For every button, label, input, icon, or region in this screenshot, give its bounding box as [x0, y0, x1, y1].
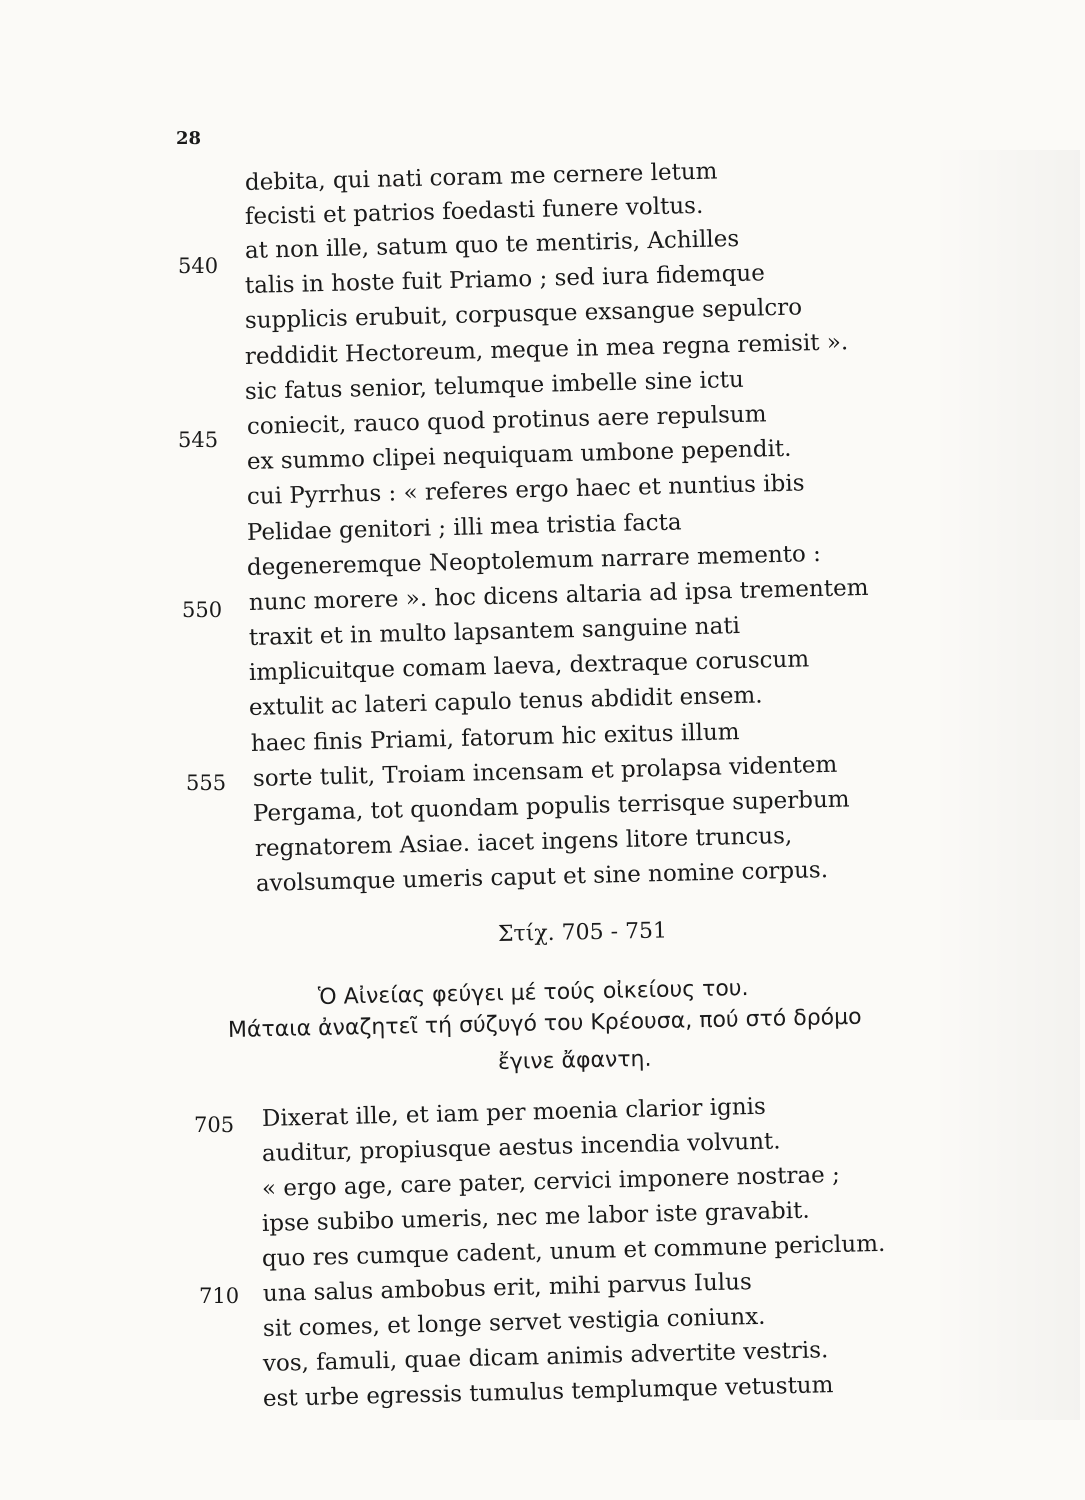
greek-heading-line: Μάταια ἀναζητεῖ τή σύζυγό του Κρέουσα, πού στό δρόμο: [227, 1004, 862, 1043]
verse-line: auditur, propiusque aestus incendia volvunt.: [261, 1128, 781, 1167]
greek-verse-reference: Στίχ. 705 - 751: [497, 918, 668, 947]
verse-line: implicuitque comam laeva, dextraque coruscum: [248, 646, 810, 686]
verse-line: at non ille, satum quo te mentiris, Achilles: [244, 225, 740, 264]
verse-line: coniecit, rauco quod protinus aere repulsum: [246, 401, 767, 440]
line-number: 540: [178, 254, 219, 278]
greek-heading-line: ἔγινε ἄφαντη.: [497, 1046, 652, 1075]
verse-line: fecisti et patrios foedasti funere voltus.: [244, 192, 704, 230]
verse-line: reddidit Hectoreum, meque in mea regna remisit ».: [244, 329, 849, 370]
line-number: 555: [186, 771, 227, 795]
line-number: 550: [182, 598, 223, 622]
page-number: 28: [176, 128, 202, 149]
verse-line: degeneremque Neoptolemum narrare memento :: [246, 540, 822, 581]
verse-line: sit comes, et longe servet vestigia coniunx.: [262, 1303, 766, 1342]
verse-line: Pelidae genitori ; illi mea tristia facta: [246, 509, 682, 546]
verse-line: ipse subibo umeris, nec me labor iste gravabit.: [261, 1197, 810, 1237]
verse-line: vos, famuli, quae dicam animis advertite vestris.: [262, 1337, 829, 1377]
verse-line: Dixerat ille, et iam per moenia clarior ignis: [261, 1093, 767, 1132]
line-number: 545: [178, 428, 219, 452]
line-number: 710: [199, 1284, 240, 1308]
verse-line: debita, qui nati coram me cernere letum: [244, 158, 718, 196]
verse-line: sic fatus senior, telumque imbelle sine ictu: [244, 366, 745, 405]
verse-line: sorte tulit, Troiam incensam et prolapsa videntem: [252, 751, 838, 792]
verse-line: una salus ambobus erit, mihi parvus Iulus: [262, 1269, 753, 1307]
verse-line: quo res cumque cadent, unum et commune periclum.: [261, 1230, 886, 1272]
verse-line: cui Pyrrhus : « referes ergo haec et nuntius ibis: [246, 470, 805, 510]
verse-line: « ergo age, care pater, cervici imponere nostrae ;: [261, 1161, 841, 1202]
verse-line: supplicis erubuit, corpusque exsangue sepulcro: [244, 294, 803, 334]
verse-line: est urbe egressis tumulus templumque vetustum: [262, 1372, 834, 1412]
line-number: 705: [194, 1113, 235, 1137]
verse-line: haec finis Priami, fatorum hic exitus illum: [250, 719, 740, 757]
verse-line: Pergama, tot quondam populis terrisque superbum: [252, 786, 850, 827]
verse-line: traxit et in multo lapsantem sanguine nati: [248, 613, 741, 651]
verse-line: ex summo clipei nequiquam umbone pependit.: [246, 435, 792, 475]
greek-heading-line: Ὁ Αἰνείας φεύγει μέ τούς οἰκείους του.: [317, 975, 749, 1010]
verse-line: talis in hoste fuit Priamo ; sed iura fidemque: [244, 260, 766, 299]
verse-line: nunc morere ». hoc dicens altaria ad ipsa trementem: [248, 574, 869, 616]
verse-line: avolsumque umeris caput et sine nomine corpus.: [255, 857, 829, 897]
verse-line: extulit ac lateri capulo tenus abdidit ensem.: [248, 682, 763, 721]
verse-line: regnatorem Asiae. iacet ingens litore truncus,: [254, 822, 793, 862]
